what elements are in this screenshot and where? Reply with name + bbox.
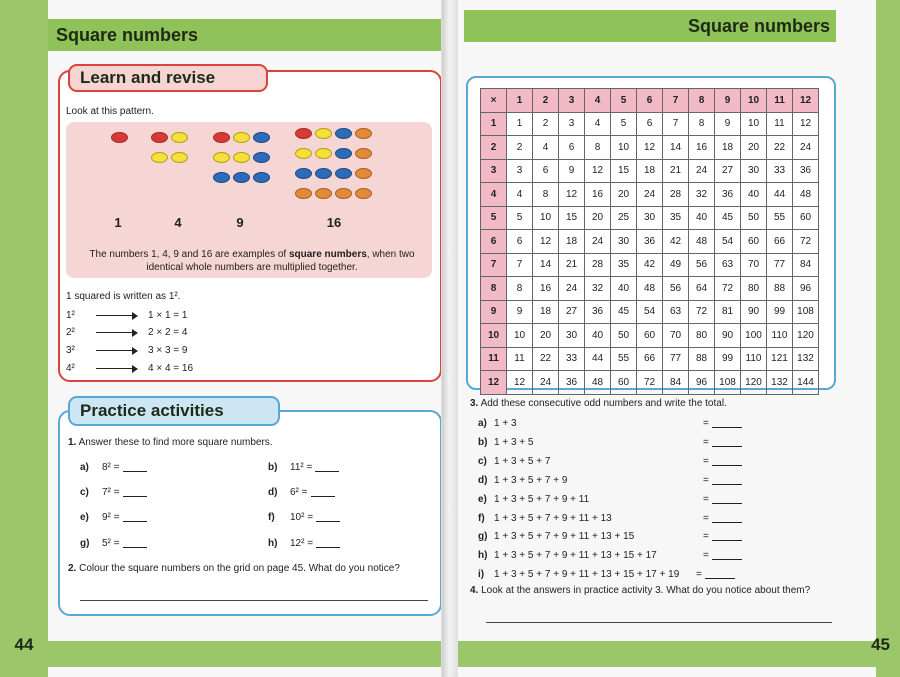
q3-answer[interactable]: =	[696, 569, 735, 580]
counter-yellow	[233, 132, 250, 143]
grid-cell[interactable]: 77	[767, 253, 793, 277]
square-row: 4² 4 × 4 = 16	[66, 363, 194, 374]
answer-blank	[123, 538, 147, 548]
counter-blue	[253, 172, 270, 183]
grid-cell[interactable]: 50	[611, 324, 637, 348]
grid-cell[interactable]: 88	[689, 347, 715, 371]
grid-row-header: 3	[481, 159, 507, 183]
answer-blank	[123, 462, 147, 472]
grid-cell[interactable]: 49	[663, 253, 689, 277]
right-header-bar	[464, 10, 836, 42]
counter-orange	[355, 188, 372, 199]
grid-cell[interactable]: 12	[585, 159, 611, 183]
grid-row-header: 12	[481, 371, 507, 395]
grid-cell[interactable]: 121	[767, 347, 793, 371]
grid-cell[interactable]: 21	[559, 253, 585, 277]
q3-answer[interactable]: =	[703, 513, 742, 524]
grid-cell[interactable]: 24	[793, 136, 819, 160]
grid-cell[interactable]: 32	[585, 277, 611, 301]
grid-cell[interactable]: 44	[767, 183, 793, 207]
grid-row-header: 6	[481, 230, 507, 254]
grid-cell[interactable]: 48	[637, 277, 663, 301]
grid-cell[interactable]: 63	[663, 300, 689, 324]
q1-item[interactable]: h) 12² =	[268, 538, 340, 549]
grid-cell[interactable]: 55	[767, 206, 793, 230]
grid-cell[interactable]: 12	[637, 136, 663, 160]
grid-column-header: 9	[715, 89, 741, 113]
question-2: 2. Colour the square numbers on the grid on page 45. What do you notice?	[68, 563, 400, 574]
counter-orange	[315, 188, 332, 199]
arrow-icon	[92, 312, 142, 320]
counter-red	[151, 132, 168, 143]
grid-cell[interactable]: 20	[611, 183, 637, 207]
grid-cell[interactable]: 16	[585, 183, 611, 207]
grid-cell[interactable]: 56	[663, 277, 689, 301]
left-footer-strip	[10, 641, 442, 667]
counter-yellow	[171, 132, 188, 143]
answer-blank	[316, 512, 340, 522]
counter-yellow	[151, 152, 168, 163]
grid-row-header: 2	[481, 136, 507, 160]
grid-row-header: 11	[481, 347, 507, 371]
right-page	[458, 0, 894, 677]
right-margin-strip	[876, 0, 894, 677]
answer-line[interactable]	[80, 600, 428, 601]
grid-cell[interactable]: 30	[559, 324, 585, 348]
grid-cell[interactable]: 54	[715, 230, 741, 254]
answer-blank	[712, 550, 742, 560]
grid-row-header: 10	[481, 324, 507, 348]
counter-yellow	[171, 152, 188, 163]
q1-item[interactable]: c) 7² =	[80, 487, 147, 498]
grid-cell[interactable]: 48	[689, 230, 715, 254]
question-4: 4. Look at the answers in practice activity 3. What do you notice about them?	[470, 585, 811, 596]
grid-cell[interactable]: 36	[637, 230, 663, 254]
q1-item[interactable]: b) 11² =	[268, 462, 339, 473]
answer-blank	[712, 531, 742, 541]
right-footer-strip	[458, 641, 894, 667]
counter-yellow	[233, 152, 250, 163]
grid-cell[interactable]: 48	[585, 371, 611, 395]
grid-column-header: 4	[585, 89, 611, 113]
grid-cell[interactable]: 10	[611, 136, 637, 160]
grid-cell[interactable]: 80	[689, 324, 715, 348]
grid-cell[interactable]: 144	[793, 371, 819, 395]
grid-cell[interactable]: 48	[793, 183, 819, 207]
grid-cell[interactable]: 16	[533, 277, 559, 301]
grid-cell[interactable]: 120	[741, 371, 767, 395]
grid-cell[interactable]: 20	[741, 136, 767, 160]
grid-cell[interactable]: 72	[715, 277, 741, 301]
q3-answer[interactable]: =	[703, 475, 742, 486]
grid-cell[interactable]: 35	[663, 206, 689, 230]
grid-cell[interactable]: 90	[715, 324, 741, 348]
grid-cell[interactable]: 99	[767, 300, 793, 324]
grid-cell[interactable]: 25	[611, 206, 637, 230]
grid-cell[interactable]: 110	[741, 347, 767, 371]
answer-blank	[315, 462, 339, 472]
grid-cell[interactable]: 2	[507, 136, 533, 160]
grid-cell[interactable]: 72	[793, 230, 819, 254]
grid-cell[interactable]: 12	[507, 371, 533, 395]
grid-cell[interactable]: 33	[559, 347, 585, 371]
grid-cell[interactable]: 12	[533, 230, 559, 254]
answer-blank	[712, 456, 742, 466]
grid-column-header: 6	[637, 89, 663, 113]
counter-red	[295, 128, 312, 139]
q1-item[interactable]: d) 6² =	[268, 487, 335, 498]
arrow-icon	[92, 365, 142, 373]
grid-cell[interactable]: 66	[767, 230, 793, 254]
answer-blank	[712, 513, 742, 523]
grid-cell[interactable]: 2	[533, 112, 559, 136]
grid-cell[interactable]: 12	[793, 112, 819, 136]
grid-cell[interactable]: 14	[533, 253, 559, 277]
grid-cell[interactable]: 9	[715, 112, 741, 136]
grid-cell[interactable]: 6	[533, 159, 559, 183]
grid-cell[interactable]: 42	[663, 230, 689, 254]
grid-cell[interactable]: 72	[689, 300, 715, 324]
left-page	[10, 0, 442, 677]
answer-blank	[316, 538, 340, 548]
learn-revise-tab: Learn and revise	[68, 64, 268, 92]
answer-blank	[311, 487, 335, 497]
grid-cell[interactable]: 24	[637, 183, 663, 207]
counter-blue	[335, 148, 352, 159]
grid-cell[interactable]: 15	[559, 206, 585, 230]
q1-item[interactable]: g) 5² =	[80, 538, 147, 549]
grid-cell[interactable]: 36	[715, 183, 741, 207]
grid-corner: ×	[481, 89, 507, 113]
counter-blue	[213, 172, 230, 183]
grid-column-header: 5	[611, 89, 637, 113]
page-number: 45	[871, 635, 890, 654]
grid-cell[interactable]: 70	[741, 253, 767, 277]
arrow-icon	[92, 347, 142, 355]
grid-cell[interactable]: 108	[793, 300, 819, 324]
grid-cell[interactable]: 3	[559, 112, 585, 136]
pattern-label: 16	[326, 215, 342, 230]
grid-cell[interactable]: 9	[559, 159, 585, 183]
grid-cell[interactable]: 24	[533, 371, 559, 395]
grid-cell[interactable]: 60	[793, 206, 819, 230]
grid-cell[interactable]: 22	[767, 136, 793, 160]
answer-blank	[712, 475, 742, 485]
grid-cell[interactable]: 1	[507, 112, 533, 136]
grid-cell[interactable]: 27	[715, 159, 741, 183]
q3-item: e) 1 + 3 + 5 + 7 + 9 + 11	[478, 493, 590, 505]
grid-cell[interactable]: 10	[741, 112, 767, 136]
grid-cell[interactable]: 10	[533, 206, 559, 230]
counter-blue	[335, 168, 352, 179]
grid-cell[interactable]: 33	[767, 159, 793, 183]
question-3: 3. Add these consecutive odd numbers and write the total.	[470, 398, 727, 409]
pattern-label: 1	[114, 215, 122, 230]
counter-red	[111, 132, 128, 143]
answer-line[interactable]	[486, 622, 832, 623]
grid-cell[interactable]: 120	[793, 324, 819, 348]
grid-cell[interactable]: 11	[767, 112, 793, 136]
grid-row-header: 5	[481, 206, 507, 230]
grid-cell[interactable]: 81	[715, 300, 741, 324]
grid-cell[interactable]: 40	[585, 324, 611, 348]
grid-column-header: 3	[559, 89, 585, 113]
grid-cell[interactable]: 12	[559, 183, 585, 207]
grid-cell[interactable]: 30	[611, 230, 637, 254]
answer-blank	[712, 437, 742, 447]
grid-cell[interactable]: 88	[767, 277, 793, 301]
grid-cell[interactable]: 40	[689, 206, 715, 230]
left-page-title: Square numbers	[56, 24, 199, 45]
q1-item[interactable]: f) 10² =	[268, 512, 340, 523]
grid-cell[interactable]: 4	[585, 112, 611, 136]
grid-cell[interactable]: 20	[533, 324, 559, 348]
grid-cell[interactable]: 42	[637, 253, 663, 277]
left-margin-strip	[10, 0, 48, 677]
q1-item[interactable]: a) 8² =	[80, 462, 147, 473]
grid-cell[interactable]: 60	[741, 230, 767, 254]
grid-cell[interactable]: 132	[767, 371, 793, 395]
grid-column-header: 11	[767, 89, 793, 113]
grid-cell[interactable]: 50	[741, 206, 767, 230]
q3-item: i) 1 + 3 + 5 + 7 + 9 + 11 + 13 + 15 + 17 + 19	[478, 569, 680, 581]
grid-row-header: 1	[481, 112, 507, 136]
answer-blank	[712, 418, 742, 428]
grid-cell[interactable]: 99	[715, 347, 741, 371]
grid-cell[interactable]: 6	[559, 136, 585, 160]
grid-cell[interactable]: 8	[533, 183, 559, 207]
grid-cell[interactable]: 18	[559, 230, 585, 254]
counter-blue	[315, 168, 332, 179]
grid-cell[interactable]: 80	[741, 277, 767, 301]
grid-cell[interactable]: 36	[559, 371, 585, 395]
grid-column-header: 7	[663, 89, 689, 113]
q3-answer[interactable]: =	[703, 456, 742, 467]
grid-row-header: 9	[481, 300, 507, 324]
grid-cell[interactable]: 72	[637, 371, 663, 395]
grid-row-header: 7	[481, 253, 507, 277]
answer-blank	[712, 494, 742, 504]
grid-cell[interactable]: 27	[559, 300, 585, 324]
q3-item: d) 1 + 3 + 5 + 7 + 9	[478, 474, 568, 486]
grid-row-header: 8	[481, 277, 507, 301]
grid-cell[interactable]: 5	[507, 206, 533, 230]
counter-blue	[253, 152, 270, 163]
grid-cell[interactable]: 11	[507, 347, 533, 371]
grid-cell[interactable]: 15	[611, 159, 637, 183]
pattern-label: 4	[174, 215, 182, 230]
grid-cell[interactable]: 8	[689, 112, 715, 136]
grid-cell[interactable]: 44	[585, 347, 611, 371]
grid-cell[interactable]: 96	[689, 371, 715, 395]
grid-cell[interactable]: 28	[663, 183, 689, 207]
grid-cell[interactable]: 22	[533, 347, 559, 371]
q3-answer[interactable]: =	[703, 418, 742, 429]
grid-cell[interactable]: 5	[611, 112, 637, 136]
multiplication-grid	[480, 88, 819, 395]
grid-cell[interactable]: 40	[741, 183, 767, 207]
counter-orange	[335, 188, 352, 199]
grid-cell[interactable]: 24	[559, 277, 585, 301]
answer-blank	[123, 512, 147, 522]
grid-cell[interactable]: 132	[793, 347, 819, 371]
grid-cell[interactable]: 64	[689, 277, 715, 301]
grid-cell[interactable]: 56	[689, 253, 715, 277]
counter-yellow	[295, 148, 312, 159]
grid-cell[interactable]: 14	[663, 136, 689, 160]
answer-blank	[123, 487, 147, 497]
practice-tab: Practice activities	[68, 396, 280, 426]
counter-yellow	[315, 148, 332, 159]
grid-cell[interactable]: 90	[741, 300, 767, 324]
grid-cell[interactable]: 9	[507, 300, 533, 324]
counter-blue	[335, 128, 352, 139]
grid-cell[interactable]: 55	[611, 347, 637, 371]
grid-cell[interactable]: 24	[585, 230, 611, 254]
grid-cell[interactable]: 18	[533, 300, 559, 324]
grid-cell[interactable]: 60	[637, 324, 663, 348]
counter-orange	[355, 168, 372, 179]
grid-cell[interactable]: 110	[767, 324, 793, 348]
grid-cell[interactable]: 18	[637, 159, 663, 183]
grid-cell[interactable]: 108	[715, 371, 741, 395]
square-row: 3² 3 × 3 = 9	[66, 345, 188, 356]
grid-row-header: 4	[481, 183, 507, 207]
grid-column-header: 8	[689, 89, 715, 113]
grid-cell[interactable]: 4	[507, 183, 533, 207]
q3-answer[interactable]: =	[703, 494, 742, 505]
square-numbers-explanation: The numbers 1, 4, 9 and 16 are examples of square numbers, when two identical whole numbers are multiplied together.	[89, 249, 415, 273]
left-header-bar	[48, 19, 442, 51]
grid-cell[interactable]: 100	[741, 324, 767, 348]
page-number: 44	[14, 635, 34, 654]
grid-cell[interactable]: 10	[507, 324, 533, 348]
grid-cell[interactable]: 40	[611, 277, 637, 301]
grid-cell[interactable]: 45	[611, 300, 637, 324]
q3-item: a) 1 + 3	[478, 418, 517, 429]
grid-cell[interactable]: 28	[585, 253, 611, 277]
q3-item: c) 1 + 3 + 5 + 7	[478, 455, 551, 467]
grid-cell[interactable]: 21	[663, 159, 689, 183]
grid-column-header: 12	[793, 89, 819, 113]
q3-answer[interactable]: =	[703, 437, 742, 448]
q1-item[interactable]: e) 9² =	[80, 512, 147, 523]
grid-cell[interactable]: 8	[507, 277, 533, 301]
grid-cell[interactable]: 32	[689, 183, 715, 207]
pattern-label: 9	[236, 215, 244, 230]
grid-cell[interactable]: 20	[585, 206, 611, 230]
q3-item: f) 1 + 3 + 5 + 7 + 9 + 11 + 13	[478, 512, 612, 524]
q3-answer[interactable]: =	[703, 550, 742, 561]
counter-orange	[295, 188, 312, 199]
grid-cell[interactable]: 63	[715, 253, 741, 277]
grid-cell[interactable]: 84	[663, 371, 689, 395]
grid-cell[interactable]: 70	[663, 324, 689, 348]
answer-blank	[705, 569, 735, 579]
grid-cell[interactable]: 35	[611, 253, 637, 277]
counter-yellow	[315, 128, 332, 139]
arrow-icon	[92, 329, 142, 337]
grid-cell[interactable]: 24	[689, 159, 715, 183]
grid-cell[interactable]: 4	[533, 136, 559, 160]
grid-column-header: 10	[741, 89, 767, 113]
counter-yellow	[213, 152, 230, 163]
grid-cell[interactable]: 7	[663, 112, 689, 136]
grid-cell[interactable]: 36	[585, 300, 611, 324]
grid-column-header: 2	[533, 89, 559, 113]
grid-cell[interactable]: 30	[741, 159, 767, 183]
grid-cell[interactable]: 66	[637, 347, 663, 371]
grid-cell[interactable]: 96	[793, 277, 819, 301]
counter-orange	[355, 148, 372, 159]
counter-red	[213, 132, 230, 143]
book-spine	[442, 0, 458, 677]
squared-intro: 1 squared is written as 1².	[66, 291, 181, 302]
grid-cell[interactable]: 84	[793, 253, 819, 277]
q3-answer[interactable]: =	[703, 531, 742, 542]
grid-cell[interactable]: 60	[611, 371, 637, 395]
q3-item: h) 1 + 3 + 5 + 7 + 9 + 11 + 13 + 15 + 17	[478, 550, 657, 562]
q3-item: g) 1 + 3 + 5 + 7 + 9 + 11 + 13 + 15	[478, 531, 635, 543]
counter-blue	[295, 168, 312, 179]
grid-cell[interactable]: 18	[715, 136, 741, 160]
grid-cell[interactable]: 36	[793, 159, 819, 183]
square-row: 2² 2 × 2 = 4	[66, 327, 188, 338]
grid-cell[interactable]: 6	[637, 112, 663, 136]
grid-cell[interactable]: 54	[637, 300, 663, 324]
square-row: 1² 1 × 1 = 1	[66, 310, 188, 321]
grid-cell[interactable]: 77	[663, 347, 689, 371]
right-page-title: Square numbers	[687, 15, 830, 36]
grid-cell[interactable]: 6	[507, 230, 533, 254]
grid-column-header: 1	[507, 89, 533, 113]
grid-cell[interactable]: 7	[507, 253, 533, 277]
counter-blue	[233, 172, 250, 183]
grid-cell[interactable]: 45	[715, 206, 741, 230]
question-1: 1. Answer these to find more square numbers.	[68, 437, 273, 448]
counter-orange	[355, 128, 372, 139]
grid-cell[interactable]: 16	[689, 136, 715, 160]
intro-text: Look at this pattern.	[66, 106, 154, 117]
grid-cell[interactable]: 3	[507, 159, 533, 183]
q3-item: b) 1 + 3 + 5	[478, 436, 534, 448]
grid-cell[interactable]: 30	[637, 206, 663, 230]
counter-blue	[253, 132, 270, 143]
grid-cell[interactable]: 8	[585, 136, 611, 160]
